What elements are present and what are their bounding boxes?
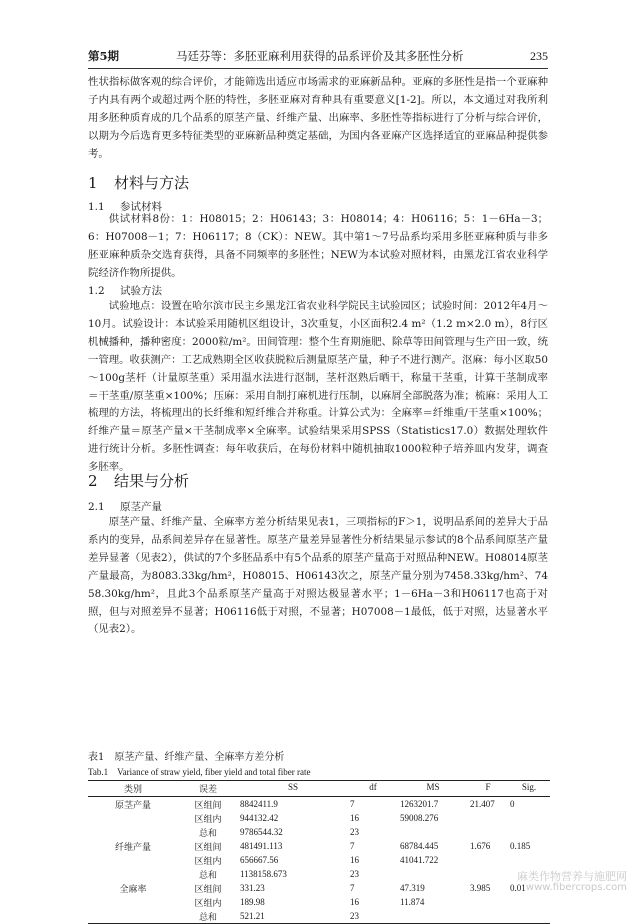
table-row <box>88 895 550 909</box>
category-cell <box>88 853 178 867</box>
watermark-url: www.fibercrops.com <box>525 882 627 893</box>
table-row <box>88 839 550 853</box>
section-number: 1 <box>88 174 98 192</box>
table-caption-cn: 表1 原茎产量、纤维产量、全麻率方差分析 <box>88 752 285 763</box>
category-cell <box>88 825 178 839</box>
sig-cell <box>508 895 550 909</box>
section-number: 2 <box>88 472 98 490</box>
f-cell <box>468 909 508 924</box>
category-cell <box>88 811 178 825</box>
column-header-category: 类别 <box>88 781 178 797</box>
source-cell: 区组间 <box>194 842 222 853</box>
sig-cell: 0.185 <box>510 841 531 851</box>
ss-cell: 9786544.32 <box>240 827 283 837</box>
df-cell: 23 <box>348 909 398 924</box>
table-row <box>88 909 550 924</box>
section-title: 材料与方法 <box>114 174 190 192</box>
sig-cell <box>508 909 550 924</box>
category-cell: 原茎产量 <box>114 800 151 811</box>
subsection-number: 1.1 <box>88 201 105 213</box>
subsection-number: 1.2 <box>88 285 105 297</box>
category-cell: 纤维产量 <box>114 842 151 853</box>
ss-cell: 1138158.673 <box>240 869 287 879</box>
subsection-title: 试验方法 <box>120 285 162 297</box>
df-cell: 7 <box>350 883 355 893</box>
source-cell: 总和 <box>198 870 217 881</box>
sig-cell <box>508 825 550 839</box>
category-cell: 全麻率 <box>119 884 147 895</box>
column-header-sig: Sig. <box>508 781 550 797</box>
category-cell <box>88 895 178 909</box>
ss-cell: 189.98 <box>240 897 265 907</box>
f-cell: 3.985 <box>470 883 491 893</box>
sig-cell <box>508 811 550 825</box>
subsection-1-2-heading <box>88 283 162 298</box>
source-cell: 区组内 <box>194 856 222 867</box>
table-row <box>88 853 550 867</box>
ms-cell <box>398 909 468 924</box>
category-cell <box>88 867 178 881</box>
source-cell: 区组间 <box>194 800 222 811</box>
df-cell: 16 <box>350 855 359 865</box>
subsection-2-1-heading <box>88 499 162 514</box>
ss-cell: 656667.56 <box>240 855 279 865</box>
section-title: 结果与分析 <box>114 472 190 490</box>
f-cell <box>468 853 508 867</box>
sig-cell: 0.01 <box>510 883 526 893</box>
materials-paragraph: 供试材料8份：1：H08015；2：H06143；3：H08014；4：H06116；5：1－6Ha－3；6：H07008－1；7：H06117；8（CK）：NEW。其中第1～7号品系均采用多胚亚麻种质与非多胚亚麻种质杂交选育获得，具备不同频率的多胚性；NEW为本试验对照材料，由黑龙江省农业科学院经济作物所提供。 <box>88 213 548 279</box>
issue-number: 第5期 <box>88 49 120 63</box>
source-cell: 区组内 <box>194 814 222 825</box>
f-cell <box>468 811 508 825</box>
intro-paragraph: 性状指标做客观的综合评价，才能筛选出适应市场需求的亚麻新品种。亚麻的多胚性是指一个亚麻种子内具有两个或超过两个胚的特性，多胚亚麻对育种具有重要意义[1-2]。所以，本文通过对我所利用多胚种质育成的几个品系的原茎产量、纤维产量、出麻率、多胚性等指标进行了分析与综合评价，以期为今后选育更多特征类型的亚麻新品种奠定基础，为国内各亚麻产区选择适宜的亚麻品种提供参考。 <box>88 76 548 160</box>
ms-cell <box>398 867 468 881</box>
ms-cell <box>398 825 468 839</box>
f-cell: 21.407 <box>470 799 495 809</box>
ss-cell: 944132.42 <box>240 813 279 823</box>
column-header-ss: SS <box>238 781 348 797</box>
subsection-title: 原茎产量 <box>120 501 162 513</box>
straw-yield-paragraph: 原茎产量、纤维产量、全麻率方差分析结果见表1，三项指标的F＞1，说明品系间的差异大于品系内的变异，品系间差异存在显著性。原茎产量差异显著性分析结果显示参试的8个品系间原茎产量差异显著（见表2），供试的7个多胚品系中有5个品系的原茎产量高于对照品种NEW。H08014原茎产量最高，为8083.33kg/hm²，H08015、H06143次之，原茎产量分别为7458.33kg/hm²、7458.30kg/hm²，且此3个品系原茎产量高于对照达极显著水平；1－6Ha－3和H06117也高于对照，但与对照差异不显著；H06116低于对照，不显著；H07008－1最低，低于对照，达显著水平（见表2）。 <box>88 516 548 636</box>
ss-cell: 331.23 <box>240 883 265 893</box>
ms-cell: 1263201.7 <box>400 799 439 809</box>
column-header-ms: MS <box>398 781 468 797</box>
column-header-f: F <box>468 781 508 797</box>
column-header-df: df <box>348 781 398 797</box>
df-cell: 7 <box>350 841 355 851</box>
sig-cell: 0 <box>510 799 515 809</box>
f-cell <box>468 895 508 909</box>
subsection-number: 2.1 <box>88 501 105 513</box>
section-2-heading <box>88 470 189 491</box>
f-cell <box>468 825 508 839</box>
table-row <box>88 867 550 881</box>
ss-cell: 8842411.9 <box>240 799 278 809</box>
source-cell: 总和 <box>198 828 217 839</box>
sig-cell <box>508 853 550 867</box>
df-cell: 16 <box>350 813 359 823</box>
f-cell <box>468 867 508 881</box>
table-row <box>88 811 550 825</box>
ss-cell: 481491.113 <box>240 841 283 851</box>
category-cell <box>88 909 178 924</box>
table-row <box>88 881 550 895</box>
df-cell: 23 <box>350 827 359 837</box>
table-row <box>88 825 550 839</box>
source-cell: 区组间 <box>194 884 222 895</box>
running-title: 马廷芬等：多胚亚麻利用获得的品系评价及其多胚性分析 <box>176 49 464 63</box>
variance-table <box>88 780 550 924</box>
column-header-source: 误差 <box>178 781 238 797</box>
ms-cell: 59008.276 <box>400 813 439 823</box>
df-cell: 7 <box>350 799 355 809</box>
table-row <box>88 797 550 812</box>
ms-cell: 47.319 <box>400 883 425 893</box>
source-cell: 区组内 <box>194 898 222 909</box>
table-caption-en: Tab.1 Variance of straw yield, fiber yield and total fiber rate <box>88 767 311 777</box>
df-cell: 16 <box>350 897 359 907</box>
source-cell: 总和 <box>178 909 238 924</box>
page-number: 235 <box>530 49 548 63</box>
watermark-title: 麻类作物营养与施肥网 <box>517 870 627 883</box>
ms-cell: 41041.722 <box>400 855 439 865</box>
methods-paragraph: 试验地点：设置在哈尔滨市民主乡黑龙江省农业科学院民主试验园区；试验时间：2012年4月～10月。试验设计：本试验采用随机区组设计，3次重复，小区面积2.4 m²（1.2 m×2.0 m），8行区机械播种，播种密度：2000粒/m²。田间管理：整个生育期施肥、除草等田间管理与生产田一致，统一管理。收获测产：工艺成熟期全区收获脱粒后测量原茎产量，种子不进行测产。沤麻：每小区取50～100g茎杆（计量原茎重）采用温水法进行沤制，茎杆沤熟后晒干，称量干茎重，计算干茎制成率＝干茎重/原茎重×100%；压麻：采用自制打麻机进行压制，以麻屑全部脱落为准；梳麻：采用人工梳理的方法，将梳理出的长纤维和短纤维合并称重。计算公式为：全麻率＝纤维重/干茎重×100%；纤维产量＝原茎产量×干茎制成率×全麻率。试验结果采用SPSS（Statistics17.0）数据处理软件进行统计分析。多胚性调查：每年收获后，在每份材料中随机抽取1000粒种子培养皿内发芽，调查多胚率。 <box>88 300 549 474</box>
section-1-heading <box>88 172 189 193</box>
table-header-row <box>88 781 550 797</box>
df-cell: 23 <box>350 869 359 879</box>
ss-cell: 521.21 <box>238 909 348 924</box>
f-cell: 1.676 <box>470 841 491 851</box>
header-rule <box>88 68 548 69</box>
ms-cell: 68784.445 <box>400 841 439 851</box>
subsection-title: 参试材料 <box>120 201 162 213</box>
ms-cell: 11.874 <box>400 897 425 907</box>
